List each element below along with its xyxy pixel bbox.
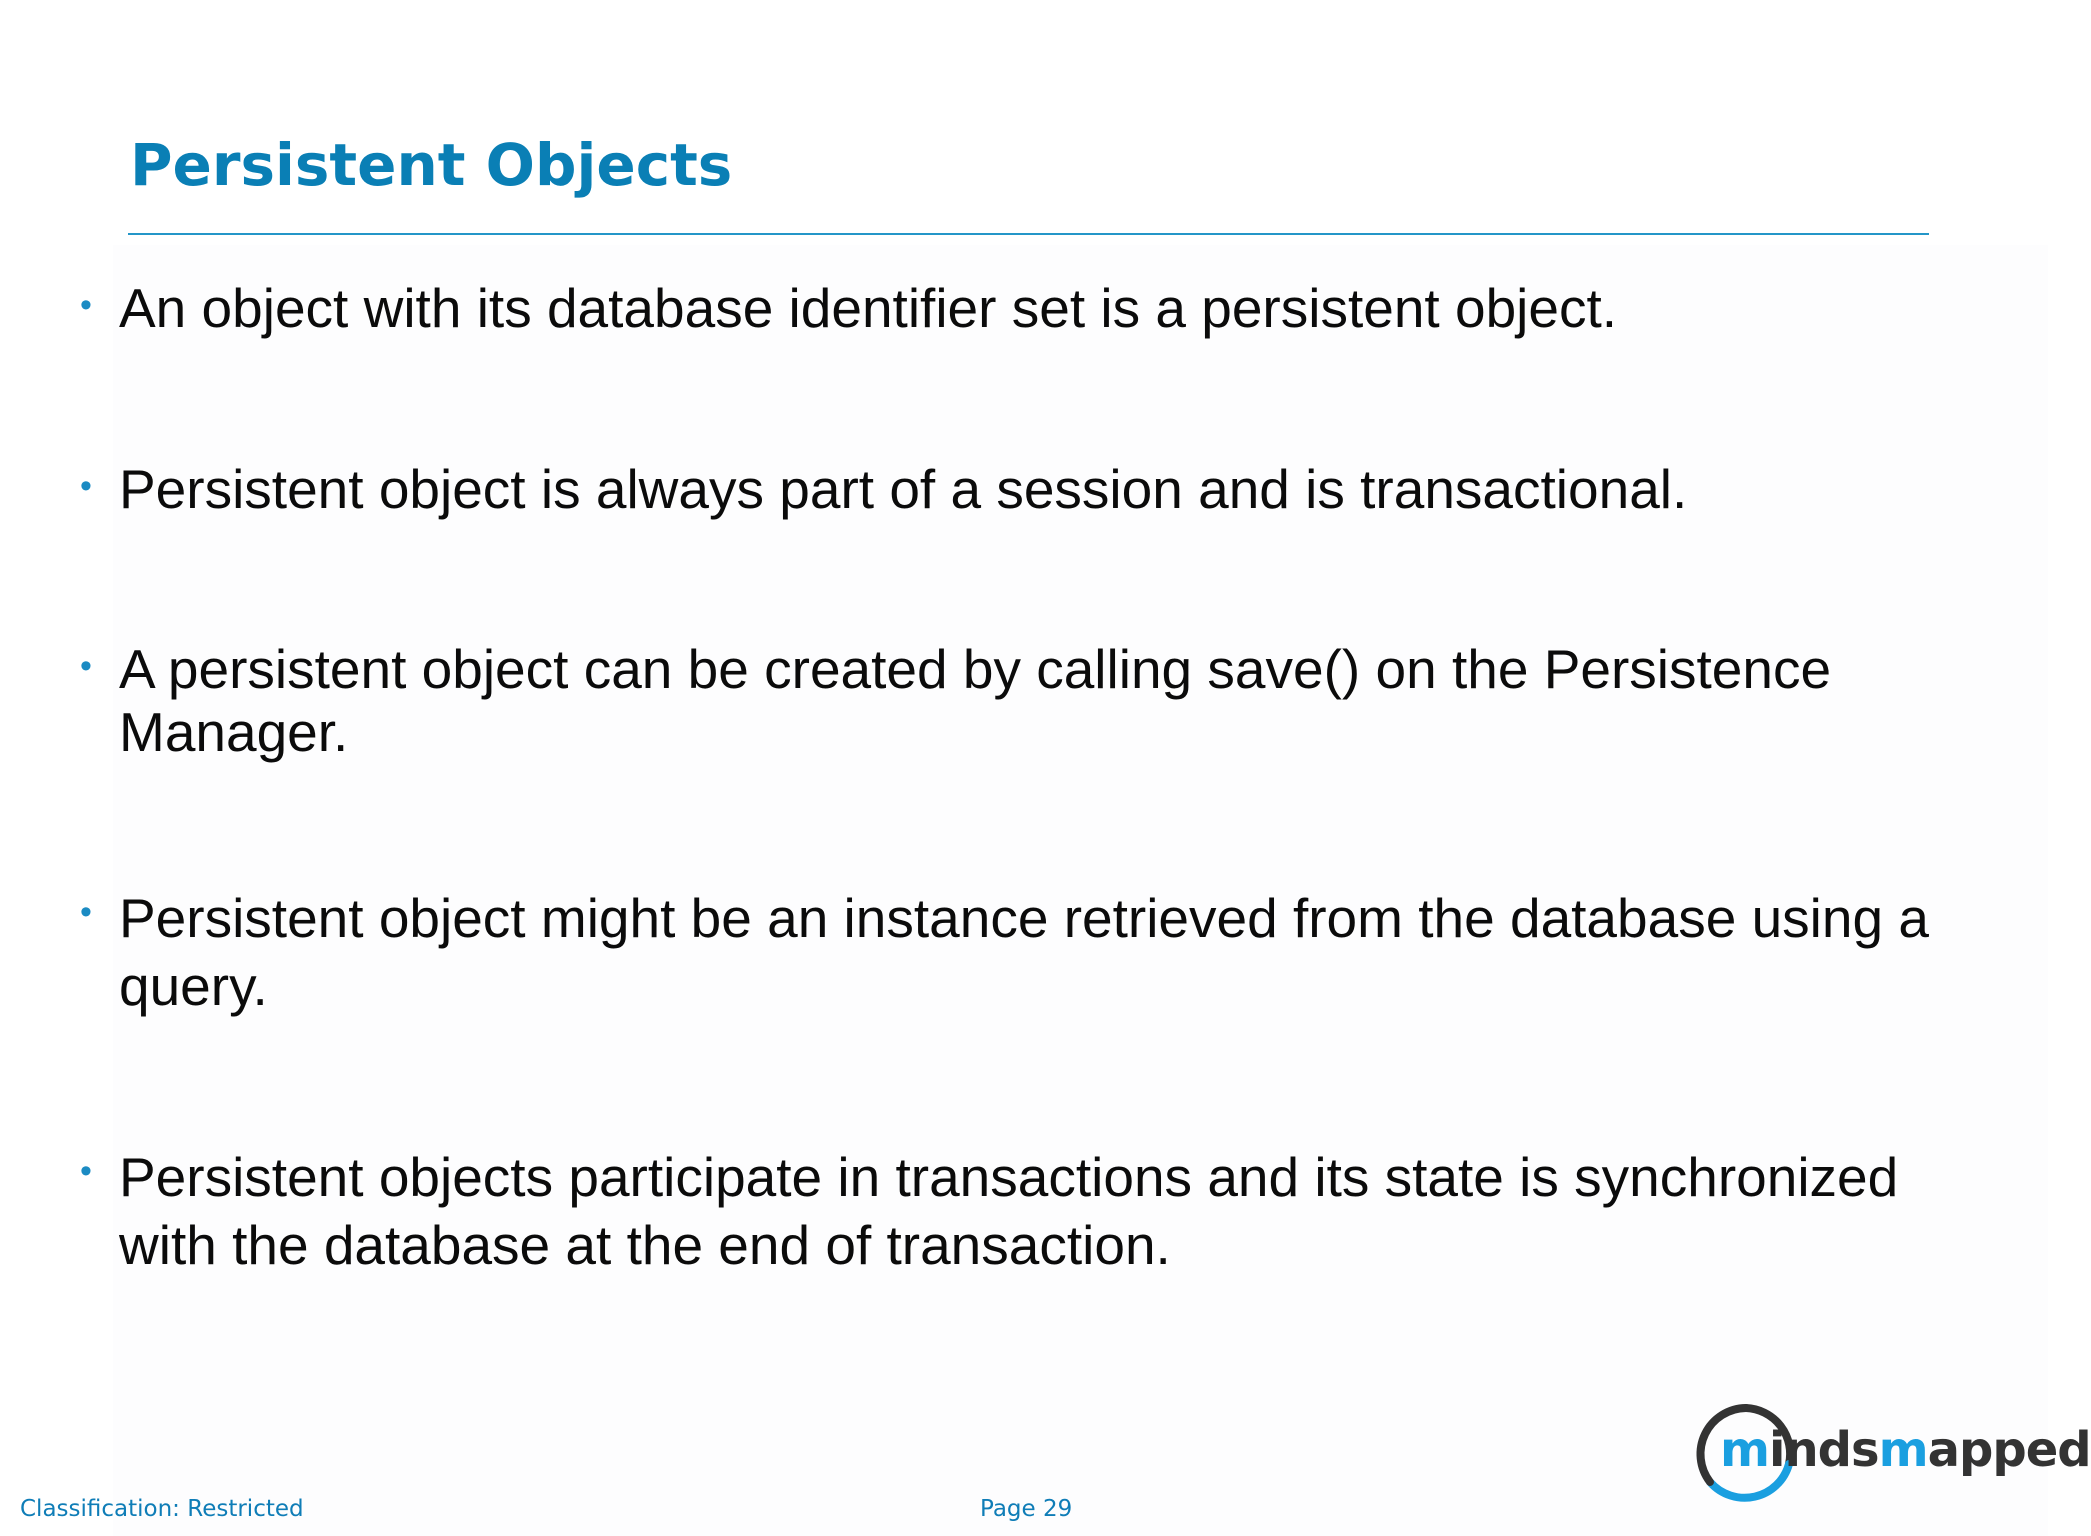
slide-title: Persistent Objects [130,131,733,199]
bullet-item [80,638,1980,764]
page-number: Page 29 [980,1496,1073,1522]
bullet-icon: • [80,467,92,505]
bullet-text: A persistent object can be created by calling save() on the Persistence Manager. [119,638,1832,763]
bullet-icon: • [80,647,92,685]
bullet-item [80,458,1980,521]
bullet-text: Persistent object might be an instance retrieved from the database using a query. [119,887,1929,1017]
bullet-item [80,1143,1980,1279]
logo-part: apped [1927,1422,2091,1478]
bullet-item [80,884,1980,1020]
bullet-text: Persistent object is always part of a session and is transactional. [119,458,1688,520]
bullet-item [80,277,1980,340]
logo-part: inds [1769,1422,1879,1478]
mindsmapped-logo [1692,1400,2091,1518]
bullet-icon: • [80,893,92,931]
logo-part: m [1720,1422,1770,1478]
bullet-text: An object with its database identifier set is a persistent object. [119,277,1618,339]
bullet-icon: • [80,1152,92,1190]
logo-part: m [1878,1422,1928,1478]
bullet-text: Persistent objects participate in transactions and its state is synchronized with the database at the end of transaction. [119,1146,1899,1276]
logo-wordmark [1720,1424,2091,1476]
bullet-icon: • [80,286,92,324]
classification-label: Classification: Restricted [20,1496,304,1522]
